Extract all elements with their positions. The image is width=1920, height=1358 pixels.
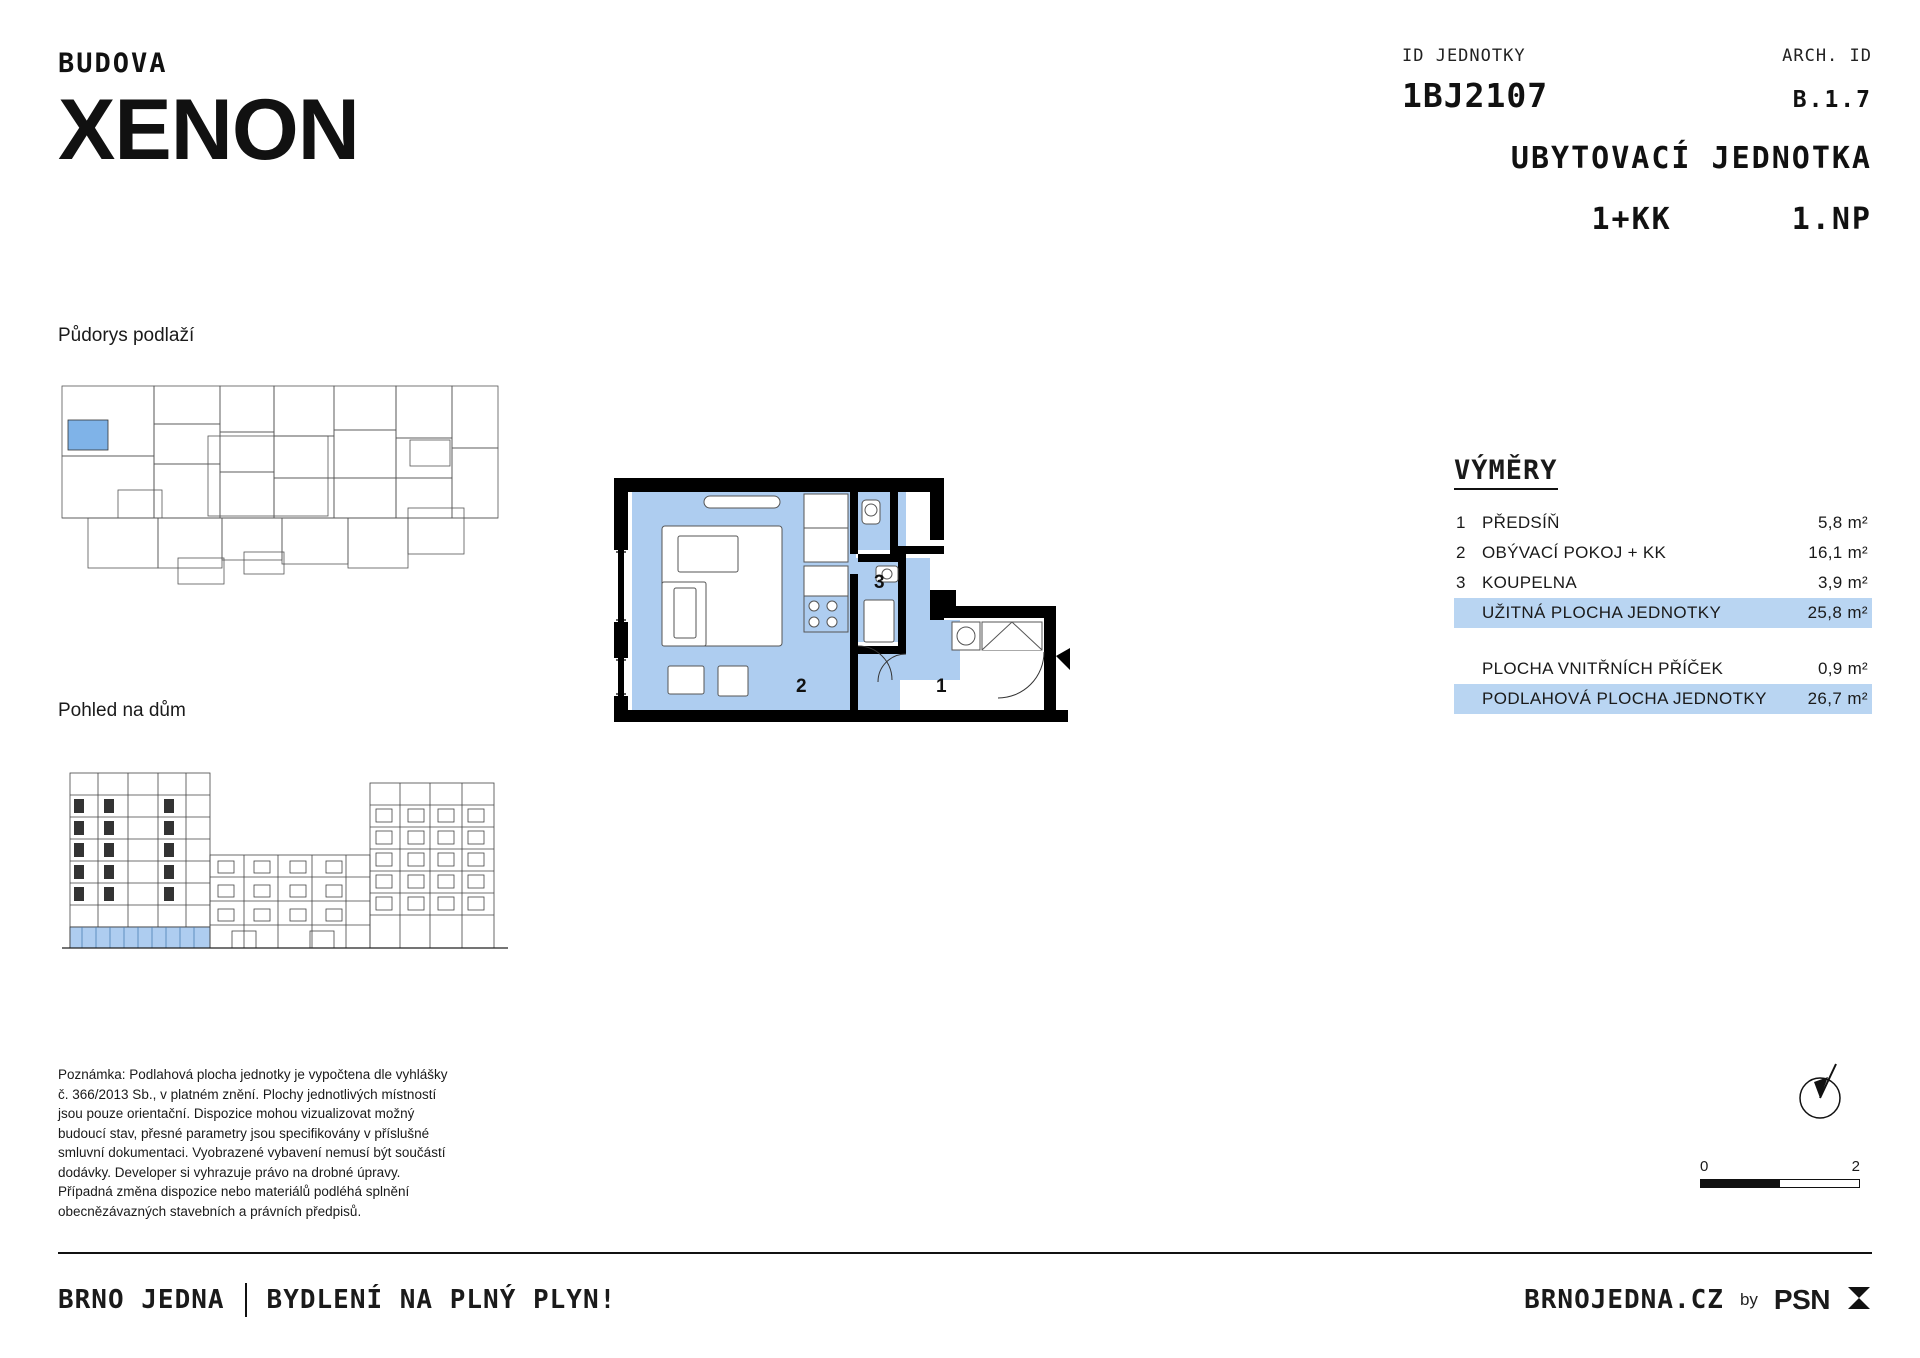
scale-segment	[1780, 1180, 1859, 1187]
brand-title: XENON	[58, 82, 359, 178]
partitions-value: 0,9 m²	[1818, 659, 1868, 678]
usable-area-row	[1454, 598, 1872, 628]
partitions-label: PLOCHA VNITŘNÍCH PŘÍČEK	[1482, 659, 1724, 678]
scale-max: 2	[1851, 1158, 1860, 1175]
areas-spacer	[1454, 628, 1872, 654]
area-name: PŘEDSÍŇ	[1482, 513, 1560, 532]
area-name: KOUPELNA	[1482, 573, 1577, 592]
scale-bar-graphic	[1700, 1179, 1860, 1188]
footer-brand: BRNO JEDNA	[58, 1285, 225, 1315]
scale-bar	[1700, 1158, 1860, 1188]
footer-by-label: by	[1739, 1290, 1758, 1309]
room-number-1: 1	[936, 676, 947, 697]
footer	[58, 1272, 1872, 1328]
table-row	[1454, 508, 1872, 538]
area-number: 2	[1456, 543, 1466, 562]
footer-divider	[58, 1252, 1872, 1254]
table-row	[1454, 538, 1872, 568]
unit-id-label: ID JEDNOTKY	[1402, 46, 1526, 66]
usable-area-label: UŽITNÁ PLOCHA JEDNOTKY	[1482, 603, 1722, 622]
building-elevation-diagram	[58, 755, 528, 980]
room-number-2: 2	[796, 676, 807, 697]
room-number-3: 3	[874, 572, 885, 593]
footer-separator	[245, 1283, 247, 1317]
area-name: OBÝVACÍ POKOJ + KK	[1482, 543, 1667, 562]
brand-block	[58, 48, 359, 178]
unit-floor: 1.NP	[1791, 202, 1872, 237]
north-compass-icon	[1790, 1060, 1854, 1124]
area-value: 3,9 m²	[1818, 573, 1868, 592]
area-value: 5,8 m²	[1818, 513, 1868, 532]
footer-website[interactable]: BRNOJEDNA.CZ	[1524, 1285, 1724, 1315]
scale-segment	[1701, 1180, 1780, 1187]
arch-id-label: ARCH. ID	[1782, 46, 1872, 66]
unit-floorplan	[600, 470, 1200, 800]
area-value: 16,1 m²	[1808, 543, 1868, 562]
key-plan-title: Půdorys podlaží	[58, 325, 195, 346]
legal-note: Poznámka: Podlahová plocha jednotky je vypočtena dle vyhlášky č. 366/2013 Sb., v platném znění. Plochy jednotlivých místností jsou pouze orientační. Dispozice mohou vizualizovat možný budoucí stav, přesné parametry jsou specifikovány v příslušné smluvní dokumentaci. Vyobrazené vybavení nemusí být součástí dodávky. Developer si vyhrazuje právo na drobné úpravy. Případná změna dispozice nebo materiálů podléhá splnění obecnězávazných stavebních a právních předpisů.	[58, 1067, 448, 1219]
scale-min: 0	[1700, 1158, 1709, 1175]
arch-id-value: B.1.7	[1792, 87, 1872, 113]
table-row	[1454, 568, 1872, 598]
usable-area-value: 25,8 m²	[1807, 603, 1868, 622]
area-number: 1	[1456, 513, 1466, 532]
psn-mark-icon	[1846, 1285, 1872, 1316]
psn-logo: PSN	[1773, 1284, 1830, 1315]
unit-layout: 1+KK	[1591, 202, 1672, 237]
floor-area-label: PODLAHOVÁ PLOCHA JEDNOTKY	[1482, 689, 1767, 708]
areas-table	[1454, 455, 1872, 714]
unit-id-value: 1BJ2107	[1402, 76, 1549, 115]
key-plan-diagram	[58, 380, 528, 610]
area-number: 3	[1456, 573, 1466, 592]
floor-area-value: 26,7 m²	[1807, 689, 1868, 708]
partitions-row	[1454, 654, 1872, 684]
unit-type: UBYTOVACÍ JEDNOTKA	[1510, 141, 1872, 176]
footer-right	[1524, 1284, 1872, 1316]
floor-area-row	[1454, 684, 1872, 714]
building-view-title: Pohled na dům	[58, 700, 186, 721]
brand-subtitle: BUDOVA	[58, 48, 168, 79]
areas-title: VÝMĚRY	[1454, 455, 1558, 490]
footer-claim: BYDLENÍ NA PLNÝ PLYN!	[266, 1285, 617, 1315]
unit-header	[1402, 46, 1872, 237]
footer-left	[58, 1283, 616, 1317]
